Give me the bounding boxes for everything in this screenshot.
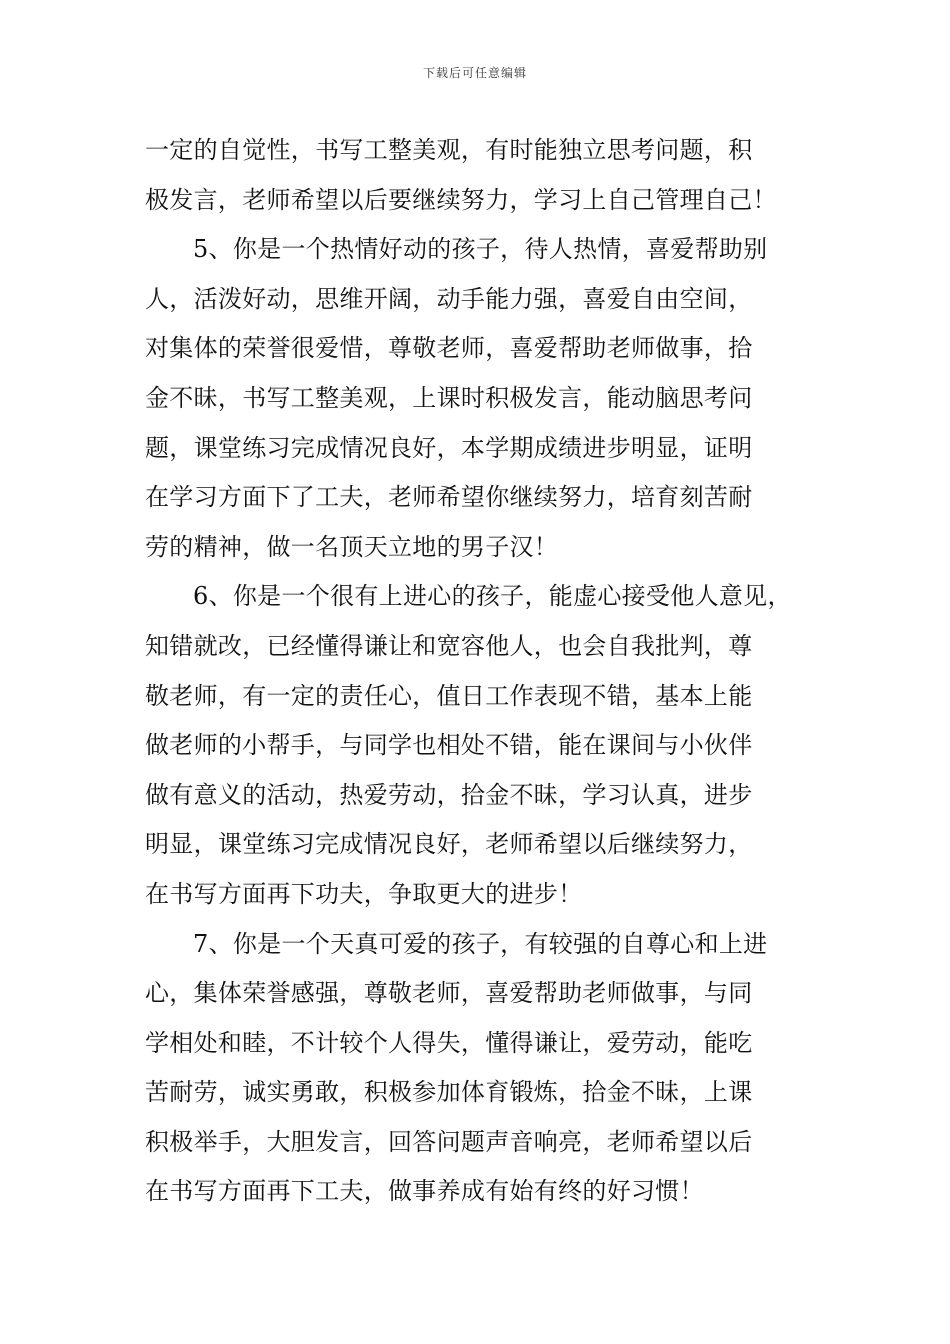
paragraph-start-line: 7、你是一个天真可爱的孩子，有较强的自尊心和上进 (193, 929, 768, 958)
text-line: 题，课堂练习完成情况良好，本学期成绩进步明显，证明 (145, 433, 753, 462)
text-line: 明显，课堂练习完成情况良好，老师希望以后继续努力， (145, 830, 753, 859)
page-header: 下载后可任意编辑 (422, 66, 527, 80)
text-line: 一定的自觉性，书写工整美观，有时能独立思考问题，积 (145, 136, 753, 164)
text-line: 对集体的荣誉很爱惜，尊敬老师，喜爱帮助老师做事，拾 (145, 334, 753, 363)
paragraph-start-line: 5、你是一个热情好动的孩子，待人热情，喜爱帮助别 (193, 235, 768, 264)
document-body (145, 126, 810, 1217)
text-line: 敬老师，有一定的责任心，值日工作表现不错，基本上能 (145, 681, 753, 710)
text-line: 人，活泼好动，思维开阔，动手能力强，喜爱自由空间， (145, 284, 753, 313)
paragraph-start-line: 6、你是一个很有上进心的孩子，能虚心接受他人意见， (193, 582, 792, 611)
text-line: 知错就改，已经懂得谦让和宽容他人，也会自我批判，尊 (145, 631, 753, 660)
text-line: 做有意义的活动，热爱劳动，拾金不昧，学习认真，进步 (145, 780, 753, 809)
text-line: 在书写方面再下功夫，争取更大的进步！ (145, 879, 583, 908)
text-line: 学相处和睦，不计较个人得失，懂得谦让，爱劳动，能吃 (145, 1028, 753, 1057)
text-line: 心，集体荣誉感强，尊敬老师，喜爱帮助老师做事，与同 (145, 979, 753, 1008)
text-line: 极发言，老师希望以后要继续努力，学习上自己管理自己！ (145, 185, 777, 214)
text-line: 苦耐劳，诚实勇敢，积极参加体育锻炼，拾金不昧，上课 (145, 1078, 753, 1107)
text-line: 在书写方面再下工夫，做事养成有始有终的好习惯！ (145, 1177, 704, 1206)
text-line: 积极举手，大胆发言，回答问题声音响亮，老师希望以后 (145, 1127, 753, 1156)
text-line: 金不昧，书写工整美观，上课时积极发言，能动脑思考问 (145, 383, 753, 412)
text-line: 做老师的小帮手，与同学也相处不错，能在课间与小伙伴 (145, 731, 753, 760)
text-line: 在学习方面下了工夫，老师希望你继续努力，培育刻苦耐 (145, 483, 753, 512)
text-line: 劳的精神，做一名顶天立地的男子汉！ (145, 532, 559, 561)
